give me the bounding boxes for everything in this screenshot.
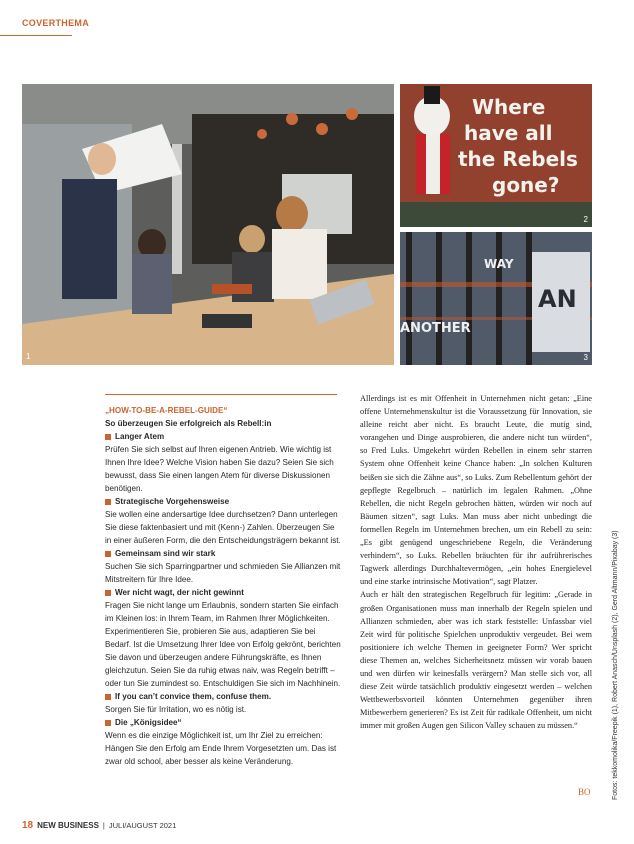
guide-item-text: Wenn es die einzige Möglichkeit ist, um Ihr Ziel zu erreichen: Hängen Sie den Erfolg am Ende Ihrem Vorgesetzten um. Das ist zwar old school, aber besser als keine Veränderung. <box>105 731 337 766</box>
guide-item-heading: Strategische Vorgehensweise <box>105 495 341 508</box>
square-bullet-icon <box>105 499 111 505</box>
footer-separator: | <box>102 821 105 830</box>
guide-item-heading: Die „Königsidee“ <box>105 716 341 729</box>
guide-item-text: Fragen Sie nicht lange um Erlaubnis, sondern starten Sie einfach im Kleinen los: in Ihrem Team, im Rahmen Ihrer Möglichkeiten. Experimentieren Sie, probieren Sie aus, adaptieren Sie bei Bedarf. Ist die Umsetzung Ihrer Idee von Erfolg gekrönt, berichten Sie davon und überzeugen andere Führungskräfte, es Ihnen gleichzutun. Seien Sie da ruhig etwas naiv, was Regeln betrifft – oder tun Sie zumindest so. Entschuldigen Sie sich im Nachhinein. <box>105 601 341 688</box>
photo-number-1: 1 <box>26 352 31 361</box>
guide-item-text: Suchen Sie sich Sparringpartner und schmieden Sie Allianzen mit Mitstreitern für Ihre Idee. <box>105 562 341 584</box>
guide-subtitle: So überzeugen Sie erfolgreich als Rebell:in <box>105 419 272 428</box>
guide-item-heading: Gemeinsam sind wir stark <box>105 547 341 560</box>
graffiti-line-2: have all <box>464 121 553 145</box>
square-bullet-icon <box>105 551 111 557</box>
graffiti-line-1: Where <box>472 95 546 119</box>
photo-graffiti <box>400 84 592 227</box>
photo-credits: Fotos: tekkomolika/Freepik (1), Robert Anasch/Unsplash (2), Gerd Altmann/Pixabay (3) <box>612 530 619 800</box>
author-signoff: BO <box>578 787 591 797</box>
guide-item-heading: If you can’t convice them, confuse them. <box>105 690 341 703</box>
article-body <box>360 392 592 732</box>
graffiti-line-3: the Rebels <box>458 147 578 171</box>
square-bullet-icon <box>105 434 111 440</box>
sign-word-another: ANOTHER <box>400 321 471 336</box>
page-footer <box>22 820 176 831</box>
guide-kicker: „HOW-TO-BE-A-REBEL-GUIDE“ <box>105 406 228 415</box>
graffiti-line-4: gone? <box>492 173 560 197</box>
guide-item-heading: Wer nicht wagt, der nicht gewinnt <box>105 586 341 599</box>
square-bullet-icon <box>105 720 111 726</box>
rebel-guide-box <box>105 404 341 768</box>
photo-another-way <box>400 232 592 365</box>
square-bullet-icon <box>105 694 111 700</box>
sign-word-an: AN <box>538 285 577 313</box>
article-paragraph-2: Auch er hält den strategischen Regelbruch für legitim: „Gerade in großen Organisationen muss man innerhalb der Regeln spielen und Allianzen schmieden, aber was ich stark feststelle: Unfassbar viel Zeit wird für politische Spielchen unproduktiv vergeudet. Bei wem positioniere ich welche Themen in geeigneter Form? Wer spricht diese Themen an, welches Sicherheitsnetz müssen wir vorab bauen und wen dürfen wir keinesfalls verärgern? Man stelle sich vor, all diese Zeit würde tatsächlich produktiv eingesetzt werden – welchen Wettbewerbsvorteil könnten Unternehmen gegenüber ihren Mitbewerbern generieren? Es ist Zeit für radikale Offenheit, um nicht immer mit großen Augen gen Silicon Valley schauen zu müssen.“ <box>360 590 592 731</box>
section-divider <box>0 35 72 36</box>
guide-item-text: Sorgen Sie für Irritation, wo es nötig ist. <box>105 705 247 714</box>
magazine-name: NEW BUSINESS <box>37 821 99 830</box>
square-bullet-icon <box>105 590 111 596</box>
guide-item-text: Sie wollen eine andersartige Idee durchsetzen? Dann unterlegen Sie diese faktenbasiert und mit (Kenn-) Zahlen. Überzeugen Sie in einer äußeren Form, die den Entscheidungsträgern bekannt ist. <box>105 510 341 545</box>
article-paragraph-1: Allerdings ist es mit Offenheit in Unternehmen nicht getan: „Eine offene Unternehmenskultur ist die Voraussetzung für Innovation, sie alleine reicht aber nicht. Es braucht Leute, die mutig sind, vorangehen und Dinge ausprobieren, die andere nicht tun würden“, so Fred Luks. Umgekehrt würden Rebellen in einem sehr starren System ohne Offenheit keine Chance haben: „In solchen Kulturen beißen sie sich die Zähne aus“, so Luks. Zum Rebellentum gehört der gepflegte Regelbruch – natürlich im legalen Rahmen. „Ohne Rebellen, die nicht Regeln gebrochen hätten, würden wir noch auf Bäumen sitzen“, sagt Luks. Man muss aber nicht unbedingt die formellen Regeln im Unternehmen brechen, um ein Rebell zu sein: „Es gibt genügend ungeschriebene Regeln, die Veränderung verhindern“, so Luks. Rebellen bräuchten für ihr aufrührerisches Tagwerk allerdings Durchhaltevermögen, „ein hohes Energielevel und eine starke intrinsische Motivation“, sagt Platzer. <box>360 394 592 587</box>
section-label: COVERTHEMA <box>22 18 90 28</box>
guide-item-heading: Langer Atem <box>105 430 341 443</box>
issue-date: JULI/AUGUST 2021 <box>108 821 177 830</box>
photo-number-3: 3 <box>583 353 588 362</box>
photo-office-meeting <box>22 84 394 365</box>
guide-item-text: Prüfen Sie sich selbst auf Ihren eigenen Antrieb. Wie wichtig ist Ihnen Ihre Idee? Welche Vision haben Sie dazu? Seien Sie sich bewusst, dass Sie einen langen Atem für diverse Diskussionen benötigen. <box>105 445 334 493</box>
guide-divider <box>105 394 337 395</box>
page-number: 18 <box>22 820 34 831</box>
photo-number-2: 2 <box>583 215 588 224</box>
sign-word-way: WAY <box>484 257 514 271</box>
